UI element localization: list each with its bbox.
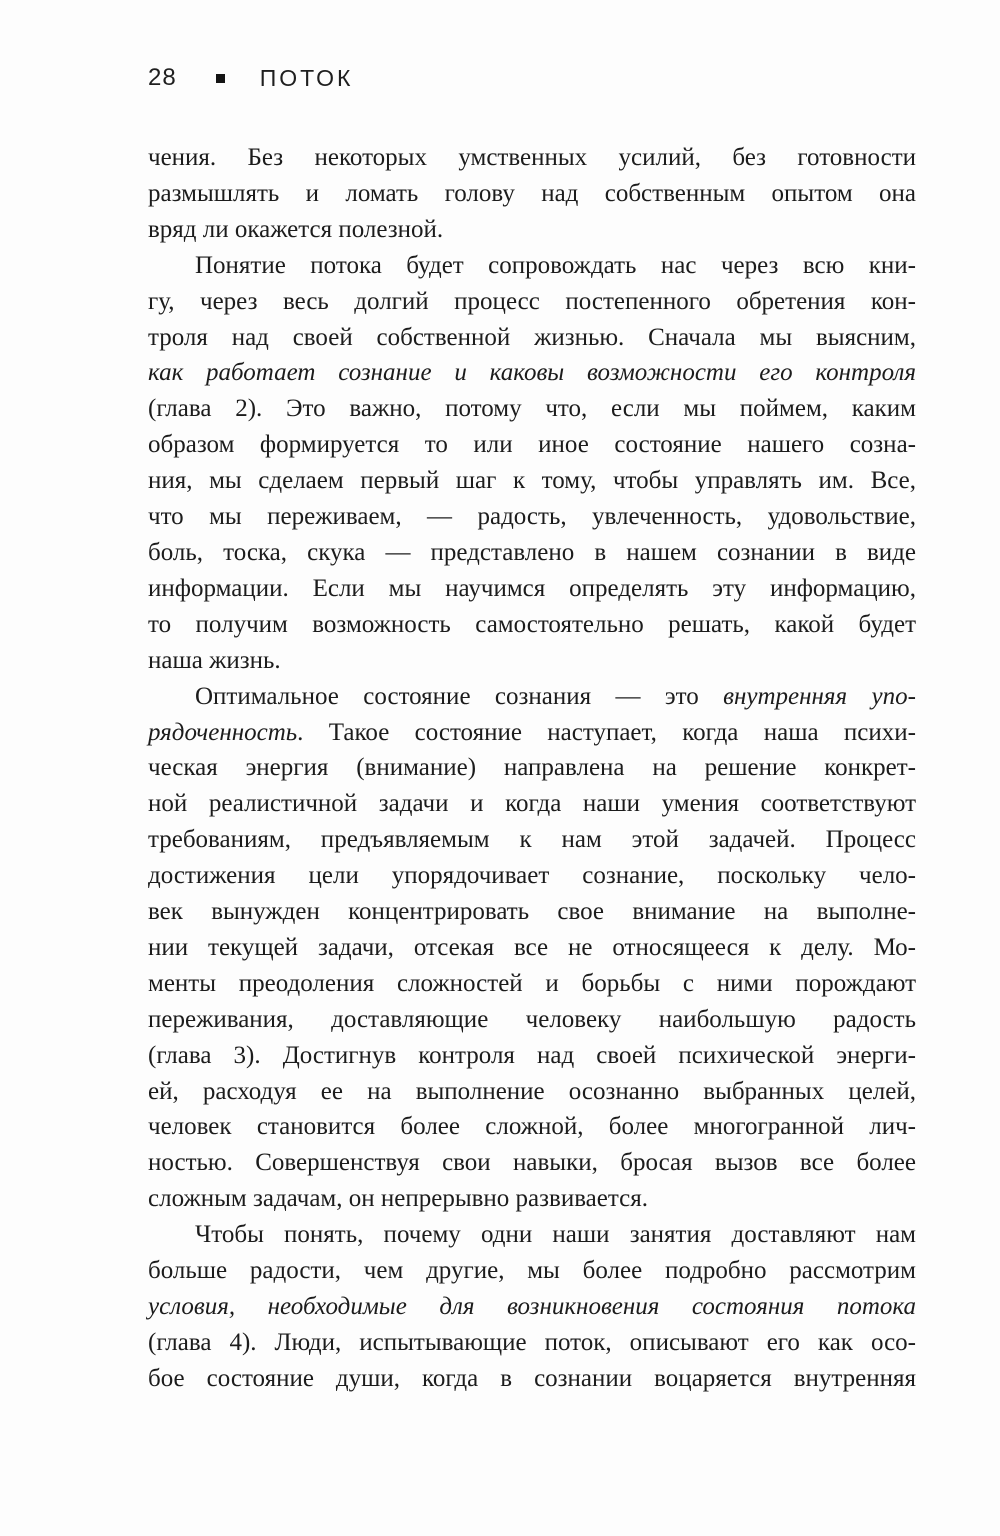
text-line: сложным задачам, он непрерывно развивается.: [148, 1185, 648, 1213]
text-line: боль, тоска, скука — представлено в нашем сознании в виде: [148, 538, 916, 566]
text-line: (глава 4). Люди, испытывающие поток, описывают его как осо-: [148, 1328, 916, 1356]
running-header: [148, 64, 353, 92]
text-line: что мы переживаем, — радость, увлеченность, удовольствие,: [148, 503, 916, 531]
text-line: гу, через весь долгий процесс постепенного обретения кон-: [148, 287, 916, 315]
text-line: (глава 2). Это важно, потому что, если мы поймем, каким: [148, 395, 916, 423]
text-line: Понятие потока будет сопровождать нас через всю кни-: [195, 251, 916, 279]
text-line: человек становится более сложной, более многогранной лич-: [148, 1113, 916, 1141]
page-number: 28: [148, 64, 177, 91]
text-line: вряд ли окажется полезной.: [148, 215, 444, 243]
text-line: образом формируется то или иное состояние нашего созна-: [148, 431, 916, 459]
text-run: . Такое состояние наступает, когда наша психи-: [297, 718, 916, 746]
text-line: то получим возможность самостоятельно решать, какой будет: [148, 610, 916, 638]
text-run: Оптимальное состояние сознания — это: [195, 682, 724, 710]
text-line: переживания, доставляющие человеку наибольшую радость: [148, 1005, 916, 1033]
text-line-italic: условия, необходимые для возникновения состояния потока: [148, 1293, 916, 1320]
text-line: [148, 679, 916, 715]
paragraph: [148, 140, 916, 248]
text-line: [148, 715, 916, 751]
text-run-italic: рядоченность: [148, 718, 298, 746]
square-bullet-icon: [216, 74, 225, 83]
text-line: достижения цели упорядочивает сознание, поскольку чело-: [148, 862, 916, 890]
text-line: бое состояние души, когда в сознании воцаряется внутренняя: [148, 1364, 916, 1392]
text-line: размышлять и ломать голову над собственным опытом она: [148, 179, 916, 207]
text-line: (глава 3). Достигнув контроля над своей психической энерги-: [148, 1041, 916, 1069]
page-body: [148, 140, 916, 1397]
paragraph: [148, 1217, 916, 1397]
text-run-italic: внутренняя упо-: [723, 682, 916, 710]
text-line: нии текущей задачи, отсекая все не относящееся к делу. Мо-: [148, 933, 916, 961]
text-line: ческая энергия (внимание) направлена на решение конкрет-: [148, 754, 916, 782]
text-line: век вынужден концентрировать свое внимание на выполне-: [148, 898, 916, 926]
paragraph: [148, 248, 916, 679]
text-line: троля над своей собственной жизнью. Сначала мы выясним,: [148, 323, 916, 351]
text-line: Чтобы понять, почему одни наши занятия доставляют нам: [195, 1221, 916, 1249]
text-line: информации. Если мы научимся определять эту информацию,: [148, 574, 916, 602]
text-line-italic: как работает сознание и каковы возможности его контроля: [148, 359, 916, 387]
text-line: ния, мы сделаем первый шаг к тому, чтобы управлять им. Все,: [148, 467, 916, 495]
text-line: больше радости, чем другие, мы более подробно рассмотрим: [148, 1257, 916, 1285]
text-line: менты преодоления сложностей и борьбы с ними порождают: [148, 969, 916, 997]
text-line: ностью. Совершенствуя свои навыки, бросая вызов все более: [148, 1149, 916, 1177]
text-line: ной реалистичной задачи и когда наши умения соответствуют: [148, 790, 916, 818]
text-line: ей, расходуя ее на выполнение осознанно выбранных целей,: [148, 1077, 916, 1105]
book-title: ПОТОК: [259, 64, 354, 91]
text-line: чения. Без некоторых умственных усилий, без готовности: [148, 144, 916, 171]
paragraph: [148, 679, 916, 1218]
text-line: требованиям, предъявляемым к нам этой задачей. Процесс: [148, 826, 916, 854]
text-line: наша жизнь.: [148, 646, 281, 674]
